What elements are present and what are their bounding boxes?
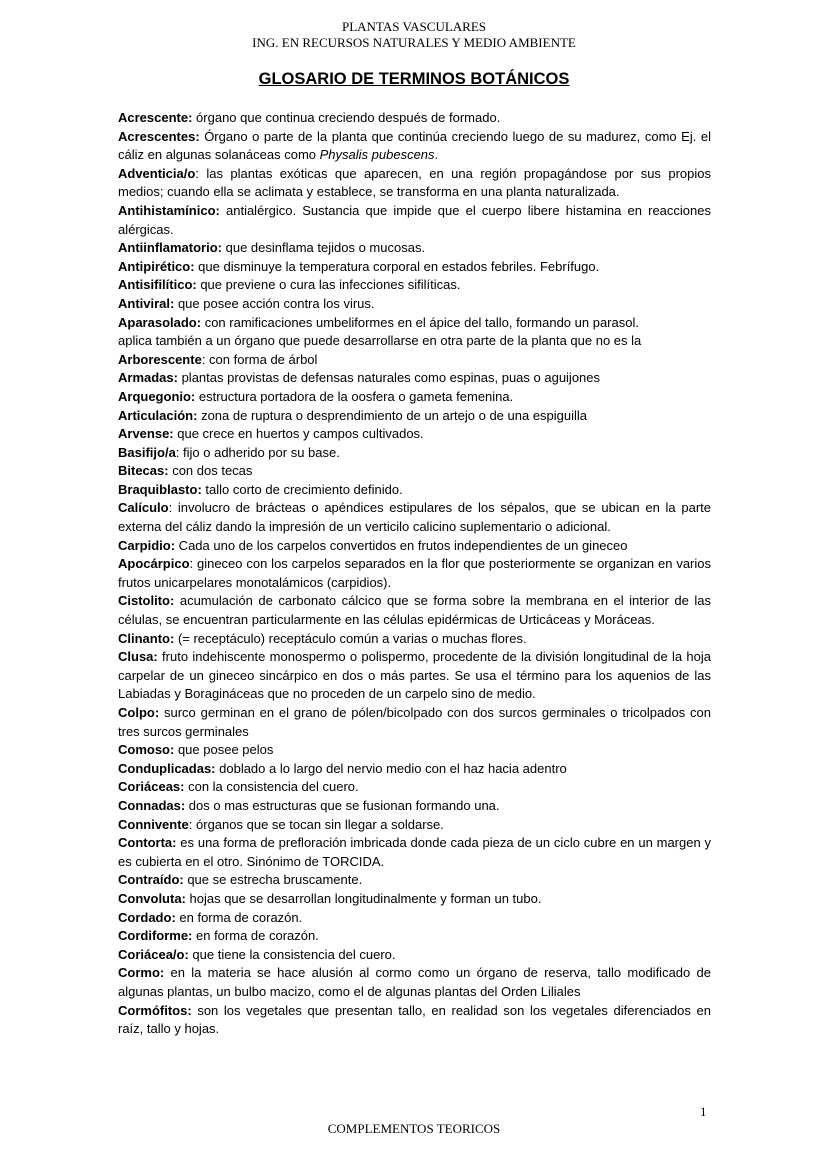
glossary-definition: que crece en huertos y campos cultivados. [173, 426, 424, 442]
glossary-term: Calículo [118, 500, 169, 516]
glossary-entry [118, 648, 711, 704]
glossary-entry [118, 964, 711, 1001]
glossary-entry [118, 239, 711, 258]
glossary-definition: Órgano o parte de la planta que continúa creciendo luego de su madurez, como Ej. el cáliz en algunas solanáceas como [118, 128, 711, 163]
glossary-term: Clinanto: [118, 630, 175, 646]
page-title: GLOSARIO DE TERMINOS BOTÁNICOS [258, 70, 570, 88]
glossary-entry [118, 295, 711, 314]
glossary-term: Basifijo/a [118, 444, 176, 460]
glossary-entry [118, 778, 711, 797]
glossary-definition: antialérgico. Sustancia que impide que el cuerpo libere histamina en reacciones alérgicas. [118, 202, 711, 237]
glossary-entry [118, 537, 711, 556]
glossary-entry [118, 871, 711, 890]
glossary-definition: fruto indehiscente monospermo o polispermo, procedente de la división longitudinal de la hoja carpelar de un gineceo sincárpico en dos o más partes. Se usa el término para los aquenios de las Labiadas y Boragináceas que no proceden de un carpelo sino de medio. [118, 649, 711, 702]
glossary-definition: zona de ruptura o desprendimiento de un artejo o de una espiguilla [197, 407, 588, 423]
glossary-definition: es una forma de prefloración imbricada donde cada pieza de un ciclo cubre en un margen y es cubierta en el otro. Sinónimo de TORCIDA. [118, 835, 711, 869]
glossary-entry [118, 276, 711, 295]
glossary-term: Cormófitos: [118, 1002, 192, 1018]
glossary-entry [118, 592, 711, 629]
glossary-entry [118, 927, 711, 946]
glossary-term: Cordiforme: [118, 928, 193, 944]
glossary-entry [118, 314, 711, 333]
glossary-term: Antiviral: [118, 295, 175, 311]
glossary-definition: estructura portadora de la oosfera o gameta femenina. [195, 388, 514, 404]
glossary-term: Conduplicadas: [118, 760, 216, 776]
glossary-definition: con dos tecas [168, 463, 253, 479]
glossary-definition: surco germinan en el grano de pólen/bicolpado con dos surcos germinales o tricolpados con tres surcos germinales [118, 705, 711, 739]
glossary-term: Coriácea/o: [118, 946, 189, 962]
glossary-definition: : gineceo con los carpelos separados en la flor que posteriormente se organizan en varios frutos unicarpelares monotalámicos (carpidios). [118, 556, 711, 590]
glossary-term: Connadas: [118, 797, 186, 813]
glossary-definition: : órganos que se tocan sin llegar a soldarse. [188, 816, 444, 832]
glossary-entry [118, 202, 711, 239]
glossary-term: Aparasolado: [118, 314, 202, 330]
glossary-definition: : fijo o adherido por su base. [175, 444, 340, 460]
glossary-definition: que se estrecha bruscamente. [183, 872, 363, 888]
glossary-term: Colpo: [118, 705, 160, 720]
glossary-term: Cordado: [118, 909, 176, 925]
glossary-definition: tallo corto de crecimiento definido. [201, 481, 403, 497]
glossary-entry [118, 351, 711, 370]
glossary-term: Contorta: [118, 835, 177, 851]
glossary-term: Armadas: [118, 370, 178, 386]
glossary-term: Cormo: [118, 965, 165, 981]
glossary-definition: hojas que se desarrollan longitudinalmente y forman un tubo. [185, 890, 542, 906]
header-course: PLANTAS VASCULARES [341, 19, 487, 34]
glossary-entry [118, 407, 711, 426]
glossary-term: Acrescente: [118, 110, 193, 125]
header-program: ING. EN RECURSOS NATURALES Y MEDIO AMBIENTE [252, 35, 576, 50]
glossary-definition: en forma de corazón. [175, 909, 303, 925]
glossary-definition: que disminuye la temperatura corporal en estados febriles. Febrífugo. [194, 258, 600, 274]
glossary-entry [118, 481, 711, 500]
glossary-entry [118, 499, 711, 536]
glossary-entry [118, 1002, 711, 1039]
glossary-term: Antisifilítico: [118, 277, 197, 293]
glossary-entry [118, 704, 711, 741]
glossary-entry [118, 369, 711, 388]
glossary-definition: aplica también a un órgano que puede desarrollarse en otra parte de la planta que no es la [118, 333, 642, 349]
definition-end: . [434, 147, 439, 163]
glossary-definition: con ramificaciones umbeliformes en el ápice del tallo, formando un parasol. [201, 314, 639, 330]
glossary-term: Cistolito: [118, 593, 175, 609]
glossary-definition: : involucro de brácteas o apéndices estipulares de los sépalos, que se ubican en la parte externa del cáliz dando la impresión de un verticilo calicino suplementario o adicional. [118, 500, 711, 535]
glossary-definition: acumulación de carbonato cálcico que se forma sobre la membrana en el interior de las células, se encuentran particularmente en las células epidérmicas de Urticáceas y Moráceas. [118, 593, 711, 628]
glossary-entry [118, 630, 711, 649]
glossary-definition: en la materia se hace alusión al cormo como un órgano de reserva, tallo modificado de algunas plantas, un bulbo macizo, como el de algunas plantas del Orden Liliales [118, 965, 711, 999]
glossary-entry [118, 946, 711, 965]
glossary-entry [118, 816, 711, 835]
glossary-entry [118, 909, 711, 928]
glossary-entry [118, 797, 711, 816]
glossary-entry [118, 258, 711, 277]
glossary-entry [118, 760, 711, 779]
glossary-entry [118, 332, 711, 351]
glossary-definition: : las plantas exóticas que aparecen, en una región propagándose por sus propios medios; cuando ella se aclimata y establece, se transforma en una planta naturalizada. [118, 165, 711, 200]
definition-end: . [315, 928, 319, 944]
glossary-term: Coriáceas: [118, 779, 185, 795]
glossary-term: Convoluta: [118, 890, 186, 906]
glossary-definition: : con forma de árbol [201, 351, 318, 367]
glossary-definition: que posee pelos [174, 742, 274, 758]
glossary-term: Bitecas: [118, 463, 169, 479]
glossary-term: Acrescentes: [118, 128, 200, 144]
glossary-definition: plantas provistas de defensas naturales como espinas, puas o aguijones [177, 370, 601, 386]
glossary-entry [118, 462, 711, 481]
glossary-definition: que tiene la consistencia del cuero. [188, 946, 396, 962]
glossary-term: Connivente [118, 816, 189, 832]
glossary-definition: doblado a lo largo del nervio medio con el haz hacia adentro [215, 760, 567, 776]
glossary-term: Carpidio: [118, 537, 176, 553]
glossary-term: Arquegonio: [118, 388, 196, 404]
page-footer: COMPLEMENTOS TEORICOS [327, 1121, 501, 1136]
glossary-term: Adventicia/o [118, 165, 196, 181]
glossary-definition: en forma de corazón [192, 928, 316, 944]
glossary-entry [118, 444, 711, 463]
species-name: Physalis pubescens [319, 147, 435, 163]
glossary-entry [118, 128, 711, 165]
glossary-entry [118, 109, 711, 128]
glossary-definition: que posee acción contra los virus. [174, 295, 375, 311]
glossary-definition: órgano que continua creciendo después de formado. [192, 110, 501, 125]
glossary-term: Arvense: [118, 426, 174, 442]
glossary-term: Antiinflamatorio: [118, 240, 222, 256]
glossary-entry [118, 834, 711, 871]
glossary-definition: con la consistencia del cuero. [184, 779, 359, 795]
glossary-term: Antihistamínico: [118, 202, 220, 218]
glossary-term: Comoso: [118, 742, 175, 758]
glossary-entry [118, 741, 711, 760]
glossary-term: Contraído: [118, 872, 184, 888]
glossary-list [118, 109, 711, 1039]
glossary-term: Clusa: [118, 649, 158, 665]
glossary-definition: son los vegetales que presentan tallo, en realidad son los vegetales diferenciados en raíz, tallo y hojas. [118, 1002, 711, 1037]
glossary-definition: Cada uno de los carpelos convertidos en frutos independientes de un gineceo [175, 537, 628, 553]
glossary-entry [118, 555, 711, 592]
glossary-entry [118, 165, 711, 202]
glossary-term: Arborescente [118, 351, 202, 367]
page-number: 1 [700, 1104, 707, 1119]
glossary-entry [118, 388, 711, 407]
glossary-definition: que previene o cura las infecciones sifilíticas. [196, 277, 461, 293]
page-header [0, 19, 828, 51]
glossary-term: Antipirético: [118, 258, 195, 274]
glossary-term: Articulación: [118, 407, 198, 423]
glossary-definition: dos o mas estructuras que se fusionan formando una. [185, 797, 500, 813]
glossary-definition: (= receptáculo) receptáculo común a varias o muchas flores. [174, 630, 527, 646]
glossary-definition: que desinflama tejidos o mucosas. [222, 240, 426, 256]
glossary-term: Apocárpico [118, 556, 190, 572]
glossary-term: Braquiblasto: [118, 481, 202, 497]
glossary-entry [118, 890, 711, 909]
glossary-entry [118, 425, 711, 444]
